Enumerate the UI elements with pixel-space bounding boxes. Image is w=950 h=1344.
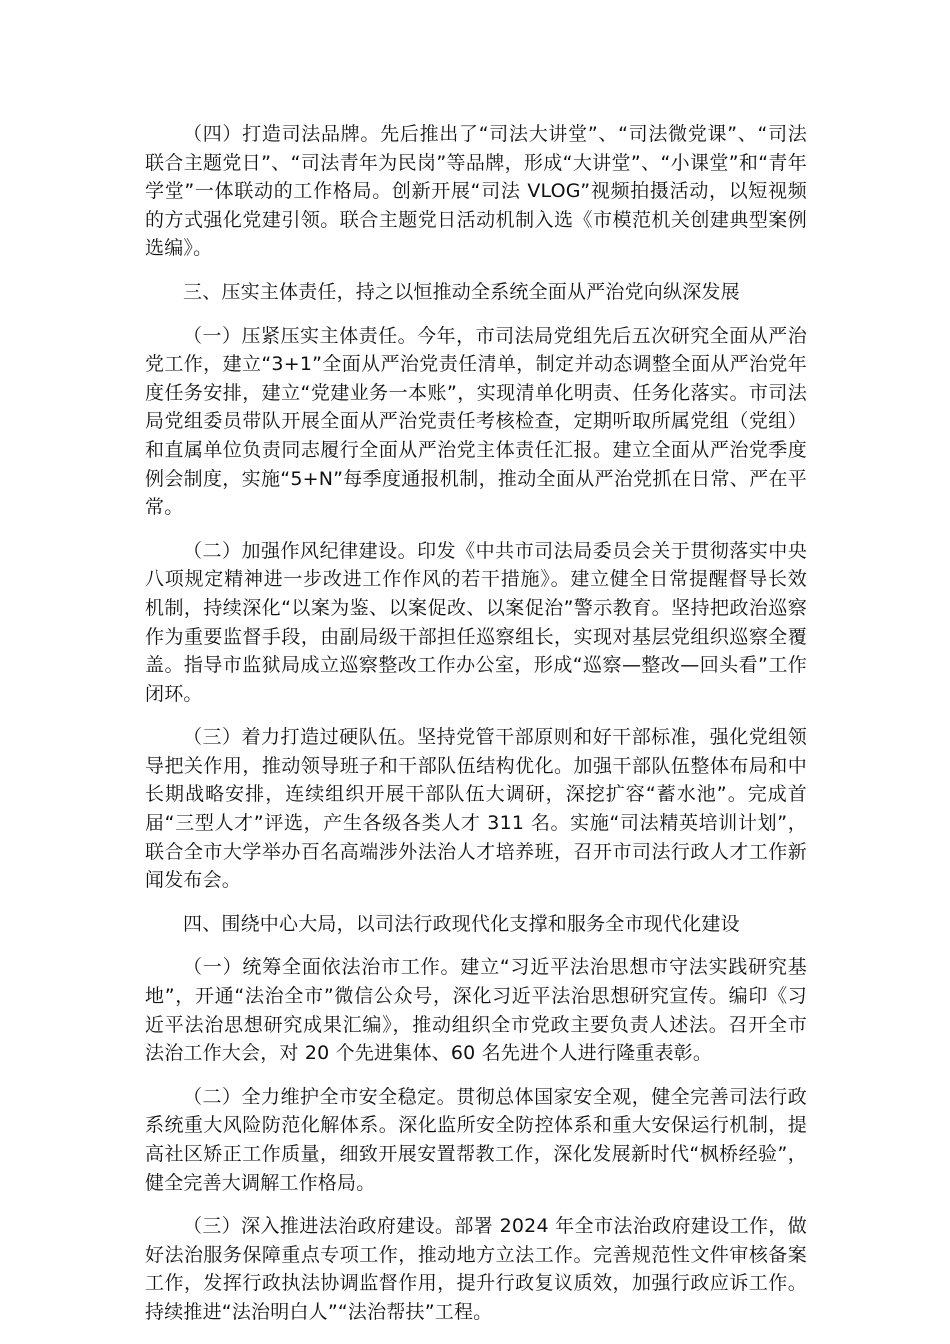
paragraph-security-stability: （二）全力维护全市安全稳定。贯彻总体国家安全观，健全完善司法行政系统重大风险防范化解体系。深化监所安全防控体系和重大安保运行机制，提高社区矫正工作质量，细致开展安置帮教工作，深化发展新时代“枫桥经验”，健全完善大调解工作格局。 (145, 1085, 807, 1194)
section-heading-3: 三、压实主体责任，持之以恒推动全系统全面从严治党向纵深发展 (183, 280, 740, 303)
paragraph-team-building: （三）着力打造过硬队伍。坚持党管干部原则和好干部标准，强化党组领导把关作用，推动领导班子和干部队伍结构优化。加强干部队伍整体布局和中长期战略安排，连续组织开展干部队伍大调研，深挖扩容“蓄水池”。完成首届“三型人才”评选，产生各级各类人才 311 名。实施“司法精英培训计划”，联合全市大学举办百名高端涉外法治人才培养班，召开市司法行政人才工作新闻发布会。 (145, 726, 807, 892)
paragraph-discipline-building: （二）加强作风纪律建设。印发《中共市司法局委员会关于贯彻落实中央八项规定精神进一步改进工作作风的若干措施》。建立健全日常提醒督导长效机制，持续深化“以案为鉴、以案促改、以案促治”警示教育。坚持把政治巡察作为重要监督手段，由副局级干部担任巡察组长，实现对基层党组织巡察全覆盖。指导市监狱局成立巡察整改工作办公室，形成“巡察—整改—回头看”工作闭环。 (145, 539, 807, 705)
document-page (145, 120, 807, 1342)
paragraph-rule-of-law: （一）统筹全面依法治市工作。建立“习近平法治思想市守法实践研究基地”，开通“法治全市”微信公众号，深化习近平法治思想研究宣传。编印《习近平法治思想研究成果汇编》，推动组织全市党政主要负责人述法。召开全市法治工作大会，对 20 个先进集体、60 名先进个人进行隆重表彰。 (145, 956, 807, 1065)
paragraph-law-based-government: （三）深入推进法治政府建设。部署 2024 年全市法治政府建设工作，做好法治服务保障重点专项工作，推动地方立法工作。完善规范性文件审核备案工作，发挥行政执法协调监督作用，提升行政复议质效，加强行政应诉工作。持续推进“法治明白人”“法治帮扶”工程。 (145, 1215, 807, 1323)
paragraph-brand-building: （四）打造司法品牌。先后推出了“司法大讲堂”、“司法微党课”、“司法联合主题党日”、“司法青年为民岗”等品牌，形成“大讲堂”、“小课堂”和“青年学堂”一体联动的工作格局。创新开展“司法 VLOG”视频拍摄活动，以短视频的方式强化党建引领。联合主题党日活动机制入选《市模范机关创建典型案例选编》。 (145, 123, 807, 260)
paragraph-main-responsibility: （一）压紧压实主体责任。今年，市司法局党组先后五次研究全面从严治党工作，建立“3+1”全面从严治党责任清单，制定并动态调整全面从严治党年度任务安排，建立“党建业务一本账”，实现清单化明责、任务化落实。市司法局党组委员带队开展全面从严治党责任考核检查，定期听取所属党组（党组）和直属单位负责同志履行全面从严治党主体责任汇报。建立全面从严治党季度例会制度，实施“5+N”每季度通报机制，推动全面从严治党抓在日常、严在平常。 (145, 324, 807, 519)
section-heading-4: 四、围绕中心大局，以司法行政现代化支撑和服务全市现代化建设 (183, 912, 740, 935)
